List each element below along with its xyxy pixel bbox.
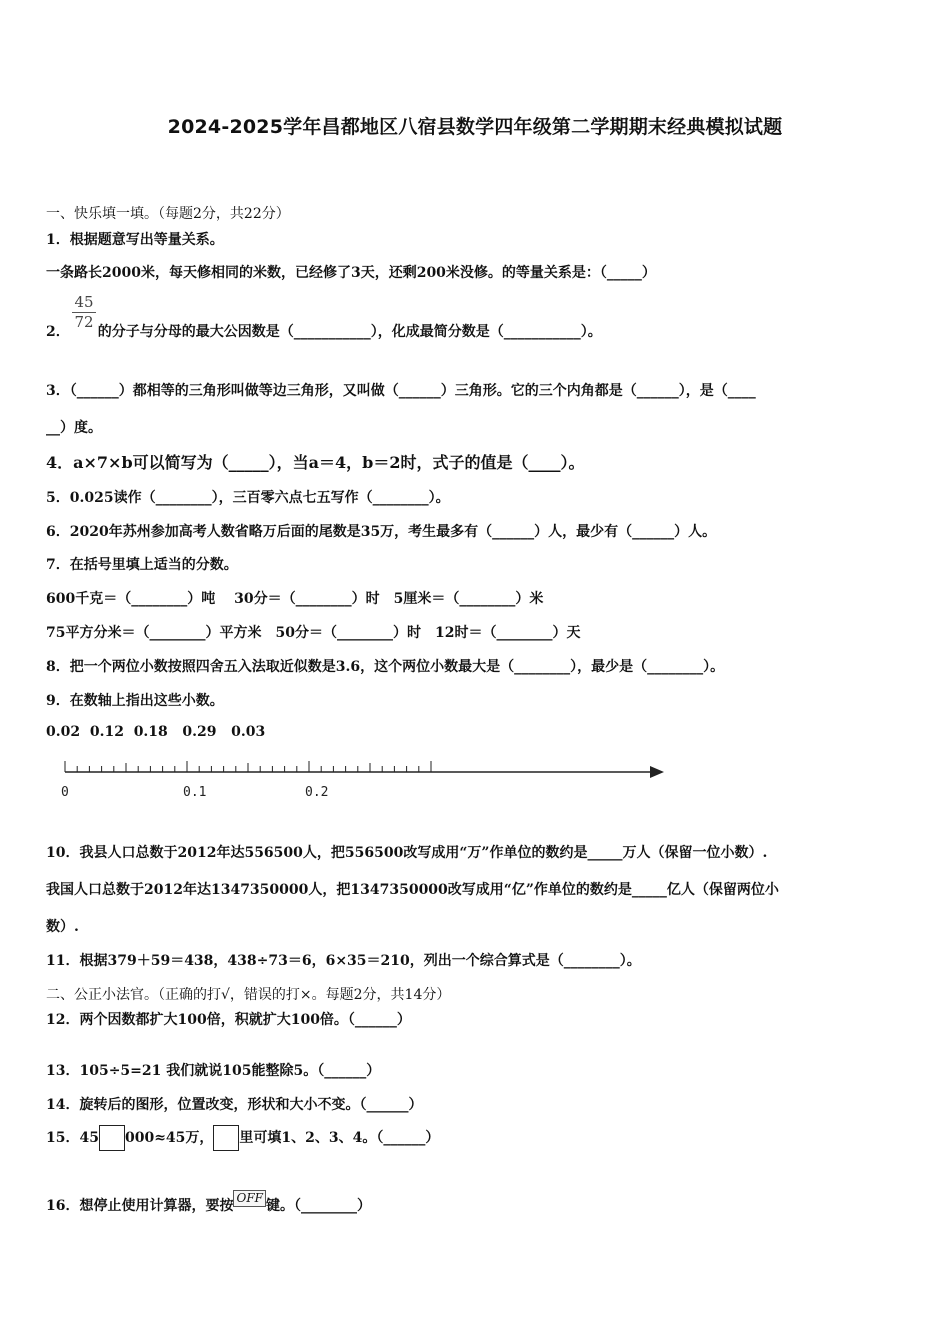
question-4: 4．a×7×b可以简写为（_____），当a＝4，b＝2时，式子的值是（____）。 xyxy=(46,453,585,472)
question-16-suffix: 键。（________） xyxy=(265,1198,371,1214)
section-2-heading: 二、公正小法官。（正确的打√，错误的打×。每题2分，共14分） xyxy=(46,987,451,1003)
question-12: 12．两个因数都扩大100倍，积就扩大100倍。（______） xyxy=(46,1012,411,1028)
answer-box-reference xyxy=(213,1125,239,1151)
question-15-middle: 000≈45万， xyxy=(124,1130,214,1146)
question-3-continued: __）度。 xyxy=(46,420,102,436)
question-10-part-2-continued: 数）. xyxy=(46,919,79,935)
number-line-arrow-icon xyxy=(650,766,664,778)
question-8: 8．把一个两位小数按照四舍五入法取近似数是3.6，这个两位小数最大是（________），最少是（________）。 xyxy=(46,659,725,675)
fraction-denominator: 72 xyxy=(74,313,94,331)
question-9: 9．在数轴上指出这些小数。 xyxy=(46,693,224,709)
question-5: 5．0.025读作（________），三百零六点七五写作（________）。 xyxy=(46,490,450,506)
question-7: 7．在括号里填上适当的分数。 xyxy=(46,557,238,573)
question-10-part-2: 我国人口总数于2012年达1347350000人，把1347350000改写成用“亿”作单位的数约是_____亿人（保留两位小 xyxy=(46,882,779,898)
question-13: 13．105÷5=21 我们就说105能整除5。（______） xyxy=(46,1063,381,1079)
number-line xyxy=(62,752,712,807)
question-2-text: 的分子与分母的最大公因数是（___________），化成最简分数是（___________）。 xyxy=(97,324,602,340)
off-key-icon: OFF xyxy=(233,1190,266,1207)
question-7-row-b: 75平方分米＝（________）平方米 50分＝（________）时 12时＝（________）天 xyxy=(46,625,581,641)
question-9-values: 0.02 0.12 0.18 0.29 0.03 xyxy=(46,724,266,740)
question-15-prefix: 15．45 xyxy=(46,1130,99,1146)
number-line-label: 0.2 xyxy=(305,785,329,800)
number-line-label: 0 xyxy=(61,785,69,800)
question-15 xyxy=(46,1125,439,1151)
answer-box xyxy=(99,1125,125,1151)
question-10-part-1: 10．我县人口总数于2012年达556500人，把556500改写成用“万”作单位的数约是_____万人（保留一位小数）. xyxy=(46,845,768,861)
question-3: 3．（______）都相等的三角形叫做等边三角形，又叫做（______）三角形。它的三个内角都是（______），是（____ xyxy=(46,383,756,399)
question-1-detail: 一条路长2000米，每天修相同的米数，已经修了3天，还剩200米没修。的等量关系是：（_____） xyxy=(46,265,656,281)
question-11: 11．根据379＋59＝438，438÷73＝6，6×35＝210，列出一个综合算式是（________）。 xyxy=(46,953,641,969)
section-1-heading: 一、快乐填一填。（每题2分，共22分） xyxy=(46,206,290,222)
question-7-row-a: 600千克＝（________）吨 30分＝（________）时 5厘米＝（________）米 xyxy=(46,591,544,607)
question-14: 14．旋转后的图形，位置改变，形状和大小不变。（______） xyxy=(46,1097,423,1113)
question-6: 6．2020年苏州参加高考人数省略万后面的尾数是35万，考生最多有（______）人，最少有（______）人。 xyxy=(46,524,717,540)
fraction-numerator: 45 xyxy=(72,293,96,313)
question-2-number: 2． xyxy=(46,324,70,340)
page-title: 2024-2025学年昌都地区八宿县数学四年级第二学期期末经典模拟试题 xyxy=(167,116,783,138)
question-15-suffix: 里可填1、2、3、4。（______） xyxy=(239,1130,440,1146)
question-16 xyxy=(46,1190,371,1217)
question-16-prefix: 16．想停止使用计算器，要按 xyxy=(46,1198,234,1214)
question-1: 1．根据题意写出等量关系。 xyxy=(46,232,224,248)
number-line-label: 0.1 xyxy=(183,785,207,800)
question-2 xyxy=(46,321,602,341)
